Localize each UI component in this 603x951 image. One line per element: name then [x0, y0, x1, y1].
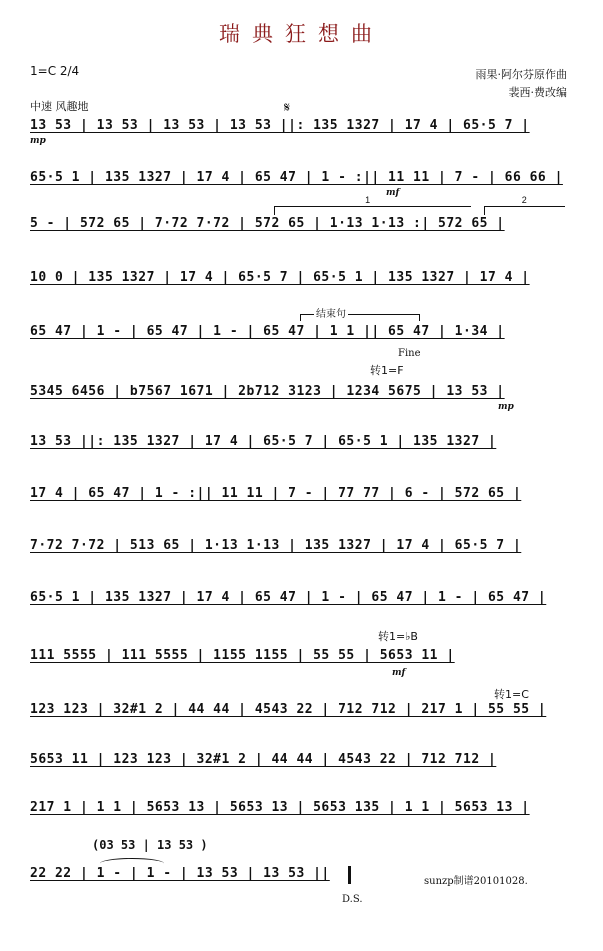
score-line-8: 17 4 | 65 47 | 1 - :|| 11 11 | 7 - | 77 77 | 6 - | 572 65 |: [30, 486, 522, 501]
pickup-measures: (03 53 | 13 53 ): [92, 838, 208, 852]
score-line-4: 10 0 | 135 1327 | 17 4 | 65·5 7 | 65·5 1 | 135 1327 | 17 4 |: [30, 270, 530, 285]
score-line-1: 13 53 | 13 53 | 13 53 | 13 53 ||: 135 1327 | 17 4 | 65·5 7 |: [30, 118, 530, 133]
modulation-to-b-flat: 转1=♭B: [378, 630, 418, 643]
score-line-9: 7·72 7·72 | 513 65 | 1·13 1·13 | 135 1327 | 17 4 | 65·5 7 |: [30, 538, 522, 553]
score-line-11: 111 5555 | 111 5555 | 1155 1155 | 55 55 | 5653 11 |: [30, 648, 455, 663]
segno-sign: 𝄋: [284, 100, 291, 116]
score-line-15: 22 22 | 1 - | 1 - | 13 53 | 13 53 ||: [30, 866, 330, 881]
score-line-12: 123 123 | 32#1 2 | 44 44 | 4543 22 | 712 712 | 217 1 | 55 55 |: [30, 702, 547, 717]
arranger-credit: 裴西·费改编: [508, 86, 567, 99]
key-signature: 1=C 2/4: [30, 64, 80, 78]
tempo-marking: 中速 风趣地: [30, 100, 89, 113]
page-title: 瑞典狂想曲: [219, 22, 384, 46]
dynamic-mf-1: mf: [386, 188, 400, 198]
transcriber-credit: sunzp制谱20101028.: [424, 876, 528, 887]
score-line-13: 5653 11 | 123 123 | 32#1 2 | 44 44 | 4543 22 | 712 712 |: [30, 752, 497, 767]
composer-credit: 雨果·阿尔芬原作曲: [475, 68, 567, 81]
fine-marking: Fine: [398, 348, 421, 359]
dal-segno-marking: D.S.: [342, 894, 363, 905]
volta-bracket-2: [484, 195, 565, 215]
score-line-2: 65·5 1 | 135 1327 | 17 4 | 65 47 | 1 - :|| 11 11 | 7 - | 66 66 |: [30, 170, 563, 185]
ending-phrase-label: 结束句: [314, 305, 348, 320]
score-line-6: 5345 6456 | b7567 1671 | 2b712 3123 | 1234 5675 | 13 53 |: [30, 384, 505, 399]
volta-number-2: 2: [521, 195, 527, 205]
score-line-5: 65 47 | 1 - | 65 47 | 1 - | 65 47 | 1 1 || 65 47 | 1·34 |: [30, 324, 505, 339]
modulation-to-f: 转1=F: [370, 364, 404, 377]
dynamic-mp-1: mp: [30, 136, 46, 146]
score-line-14: 217 1 | 1 1 | 5653 13 | 5653 13 | 5653 135 | 1 1 | 5653 13 |: [30, 800, 530, 815]
score-line-10: 65·5 1 | 135 1327 | 17 4 | 65 47 | 1 - | 65 47 | 1 - | 65 47 |: [30, 590, 547, 605]
dynamic-mf-2: mf: [392, 668, 406, 678]
score-line-3: 5 - | 572 65 | 7·72 7·72 | 572 65 | 1·13 1·13 :| 572 65 |: [30, 216, 505, 231]
volta-bracket-1: [274, 195, 471, 215]
modulation-to-c: 转1=C: [494, 688, 529, 701]
volta-number-1: 1: [365, 195, 371, 205]
score-line-7: 13 53 ||: 135 1327 | 17 4 | 65·5 7 | 65·5 1 | 135 1327 |: [30, 434, 497, 449]
final-barline: [348, 866, 351, 884]
dynamic-mp-2: mp: [498, 402, 514, 412]
